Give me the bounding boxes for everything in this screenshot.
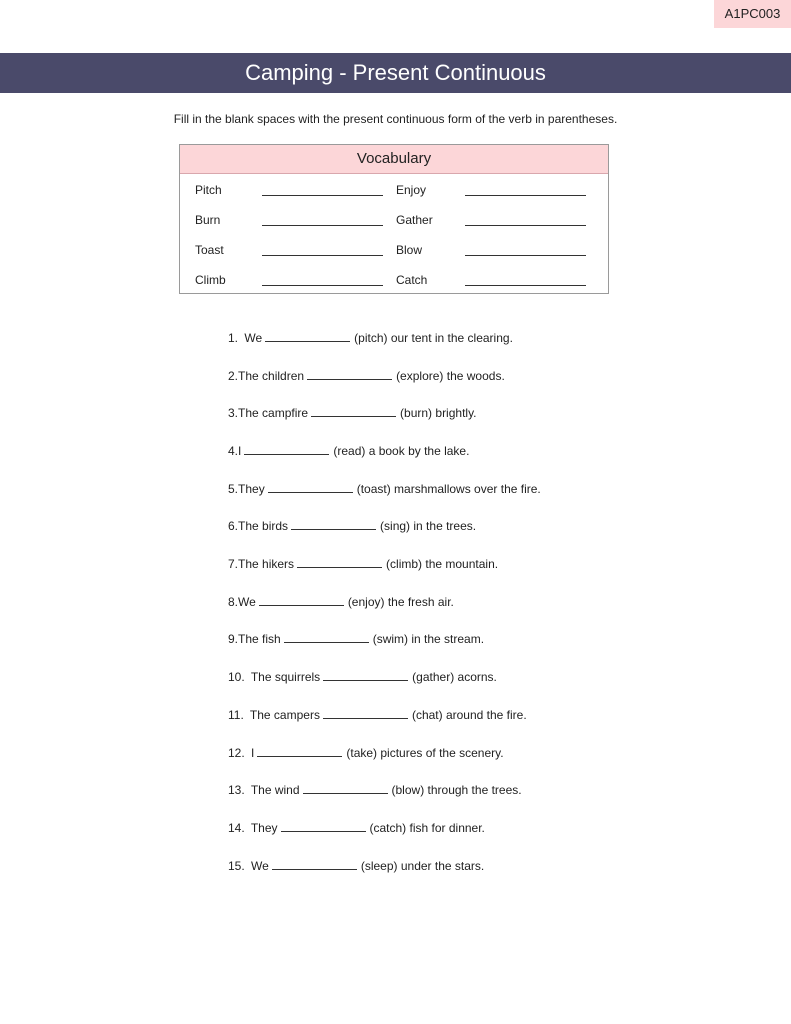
answer-blank[interactable]: [323, 708, 408, 719]
question-number: 15.: [228, 859, 245, 873]
vocab-answer-line[interactable]: [465, 285, 586, 286]
answer-blank[interactable]: [303, 783, 388, 794]
vocab-answer-line[interactable]: [262, 195, 383, 196]
question-number: 1.: [228, 331, 239, 345]
question-number: 13.: [228, 783, 245, 797]
question-subject: The campers: [249, 708, 320, 722]
question-rest: (chat) around the fire.: [411, 708, 527, 722]
answer-blank[interactable]: [265, 331, 350, 342]
question-rest: (explore) the woods.: [396, 369, 505, 383]
vocab-answer-line[interactable]: [262, 225, 383, 226]
question-subject: I: [251, 746, 255, 760]
vocab-answer-line[interactable]: [262, 285, 383, 286]
question-number: 8.: [228, 595, 239, 609]
vocab-answer-line[interactable]: [465, 195, 586, 196]
question-rest: (toast) marshmallows over the fire.: [356, 482, 541, 496]
question-subject: The wind: [250, 783, 300, 797]
vocab-item: [195, 241, 395, 259]
question-subject: We: [244, 331, 263, 345]
answer-blank[interactable]: [272, 859, 357, 870]
answer-blank[interactable]: [244, 444, 329, 455]
question-subject: They: [250, 821, 278, 835]
answer-blank[interactable]: [297, 557, 382, 568]
question-rest: (sing) in the trees.: [380, 519, 477, 533]
vocab-answer-line[interactable]: [262, 255, 383, 256]
vocab-word: Catch: [396, 273, 428, 287]
answer-blank[interactable]: [257, 746, 342, 757]
vocab-word: Pitch: [195, 183, 222, 197]
question-rest: (catch) fish for dinner.: [369, 821, 485, 835]
vocab-item: [195, 181, 395, 199]
question-number: 9.: [228, 632, 239, 646]
vocab-item: [195, 271, 395, 289]
question-rest: (take) pictures of the scenery.: [346, 746, 504, 760]
vocab-item: [396, 241, 596, 259]
vocab-word: Blow: [396, 243, 423, 257]
question-number: 10.: [228, 670, 245, 684]
worksheet-code: A1PC003: [714, 0, 791, 28]
question-subject: The squirrels: [250, 670, 321, 684]
instructions: Fill in the blank spaces with the present continuous form of the verb in parentheses.: [173, 112, 618, 126]
question-item: [228, 669, 497, 685]
vocabulary-box: [179, 144, 609, 294]
question-rest: (gather) acorns.: [412, 670, 497, 684]
answer-blank[interactable]: [323, 670, 408, 681]
vocab-word: Gather: [396, 213, 433, 227]
vocab-answer-line[interactable]: [465, 255, 586, 256]
question-subject: The birds: [238, 519, 289, 533]
question-subject: The fish: [238, 632, 281, 646]
vocab-word: Climb: [195, 273, 226, 287]
vocab-item: [396, 181, 596, 199]
question-subject: We: [238, 595, 256, 609]
question-number: 12.: [228, 746, 245, 760]
question-rest: (climb) the mountain.: [386, 557, 499, 571]
question-item: [228, 405, 477, 421]
question-number: 5.: [228, 482, 239, 496]
vocab-answer-line[interactable]: [465, 225, 586, 226]
answer-blank[interactable]: [281, 821, 366, 832]
question-rest: (burn) brightly.: [400, 406, 477, 420]
question-number: 7.: [228, 557, 239, 571]
question-item: [228, 443, 469, 459]
question-subject: I: [238, 444, 242, 458]
question-number: 14.: [228, 821, 245, 835]
question-item: [228, 782, 522, 798]
question-item: [228, 481, 541, 497]
answer-blank[interactable]: [268, 482, 353, 493]
question-subject: We: [251, 859, 269, 873]
answer-blank[interactable]: [259, 595, 344, 606]
question-rest: (blow) through the trees.: [391, 783, 522, 797]
question-subject: The children: [238, 369, 305, 383]
question-rest: (enjoy) the fresh air.: [347, 595, 454, 609]
question-item: [228, 556, 498, 572]
vocab-word: Enjoy: [396, 183, 427, 197]
question-item: [228, 594, 454, 610]
question-item: [228, 858, 484, 874]
question-item: [228, 330, 513, 346]
question-subject: The campfire: [238, 406, 309, 420]
question-rest: (sleep) under the stars.: [360, 859, 485, 873]
question-item: [228, 707, 527, 723]
question-item: [228, 518, 476, 534]
question-rest: (read) a book by the lake.: [333, 444, 470, 458]
question-number: 2.: [228, 369, 239, 383]
question-number: 4.: [228, 444, 239, 458]
question-item: [228, 631, 484, 647]
question-item: [228, 820, 485, 836]
question-item: [228, 745, 504, 761]
vocabulary-heading: Vocabulary: [180, 145, 608, 174]
question-number: 3.: [228, 406, 239, 420]
question-rest: (swim) in the stream.: [372, 632, 485, 646]
page-title: Camping - Present Continuous: [0, 53, 791, 93]
vocab-item: [396, 211, 596, 229]
answer-blank[interactable]: [307, 369, 392, 380]
answer-blank[interactable]: [284, 632, 369, 643]
question-rest: (pitch) our tent in the clearing.: [354, 331, 513, 345]
question-number: 11.: [228, 708, 244, 722]
question-item: [228, 368, 505, 384]
question-subject: They: [238, 482, 265, 496]
question-subject: The hikers: [238, 557, 295, 571]
vocab-word: Toast: [195, 243, 224, 257]
vocab-item: [396, 271, 596, 289]
vocabulary-grid: [180, 174, 608, 294]
vocab-word: Burn: [195, 213, 221, 227]
answer-blank[interactable]: [311, 406, 396, 417]
vocab-item: [195, 211, 395, 229]
answer-blank[interactable]: [291, 519, 376, 530]
question-number: 6.: [228, 519, 239, 533]
